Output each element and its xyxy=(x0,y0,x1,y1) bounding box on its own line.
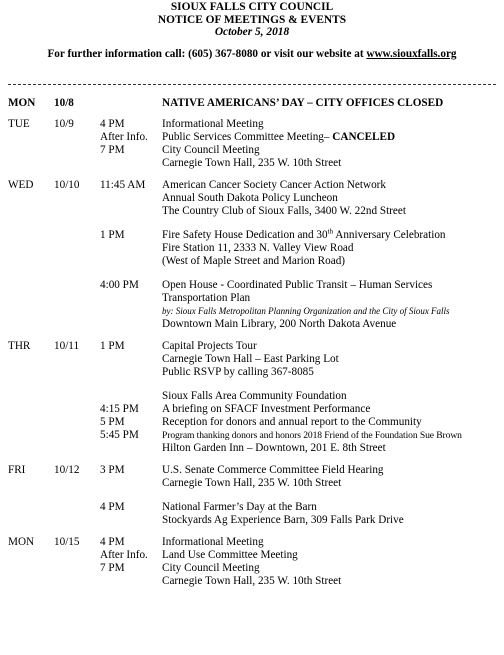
schedule-row xyxy=(8,255,498,268)
event-description: Informational Meeting xyxy=(162,118,264,130)
document-header xyxy=(0,0,504,39)
event-description: City Council Meeting xyxy=(162,144,260,156)
schedule-row xyxy=(8,575,498,588)
schedule-row xyxy=(8,442,498,455)
event-description: American Cancer Society Cancer Action Network xyxy=(162,179,386,191)
schedule-row xyxy=(8,305,498,318)
header-date: October 5, 2018 xyxy=(214,26,290,38)
contact-info-line xyxy=(0,48,504,61)
canceled-label: CANCELED xyxy=(332,131,396,143)
header-org-title: SIOUX FALLS CITY COUNCIL xyxy=(170,1,334,13)
time-cell: 4:15 PM xyxy=(100,403,139,415)
event-location: Fire Station 11, 2333 N. Valley View Road xyxy=(162,242,354,254)
day-cell: TUE xyxy=(8,118,30,130)
schedule-row xyxy=(8,366,498,379)
day-cell: FRI xyxy=(8,464,26,476)
time-cell: 4 PM xyxy=(100,501,125,513)
dashed-divider xyxy=(8,84,496,85)
website-link[interactable]: www.siouxfalls.org xyxy=(366,47,457,60)
event-description: Sioux Falls Area Community Foundation xyxy=(162,390,347,402)
day-cell: MON xyxy=(8,536,35,548)
header-notice-title: NOTICE OF MEETINGS & EVENTS xyxy=(157,13,347,26)
schedule-row xyxy=(8,144,498,157)
ordinal-suffix: th xyxy=(327,227,334,236)
event-rsvp: Public RSVP by calling 367-8085 xyxy=(162,366,314,378)
schedule-row xyxy=(8,390,498,403)
schedule-row xyxy=(8,205,498,218)
date-cell: 10/8 xyxy=(54,97,74,109)
date-cell: 10/9 xyxy=(54,118,74,130)
day-cell: WED xyxy=(8,179,34,191)
time-cell xyxy=(100,97,162,110)
time-cell: 5:45 PM xyxy=(100,429,139,441)
event-location: Carnegie Town Hall, 235 W. 10th Street xyxy=(162,157,342,169)
time-cell: 3 PM xyxy=(100,464,125,476)
schedule-row xyxy=(8,131,498,144)
event-description: Reception for donors and annual report to the Community xyxy=(162,416,422,428)
event-description xyxy=(162,131,498,144)
event-description: City Council Meeting xyxy=(162,562,260,574)
event-description: U.S. Senate Commerce Committee Field Hearing xyxy=(162,464,384,476)
schedule-row xyxy=(8,501,498,514)
schedule-row xyxy=(8,157,498,170)
schedule-row xyxy=(8,229,498,242)
event-location: Hilton Garden Inn – Downtown, 201 E. 8th Street xyxy=(162,442,386,454)
event-location: Downtown Main Library, 200 North Dakota Avenue xyxy=(162,318,397,330)
event-description: Annual South Dakota Policy Luncheon xyxy=(162,192,338,204)
schedule-row xyxy=(8,192,498,205)
event-location: The Country Club of Sioux Falls, 3400 W. 22nd Street xyxy=(162,205,406,217)
time-cell: After Info. xyxy=(100,549,148,561)
meetings-schedule xyxy=(8,97,498,588)
event-description xyxy=(162,229,498,242)
event-description: Transportation Plan xyxy=(162,292,251,304)
time-cell: 4:00 PM xyxy=(100,279,139,291)
date-cell: 10/11 xyxy=(54,340,80,352)
schedule-row xyxy=(8,242,498,255)
schedule-row xyxy=(8,340,498,353)
event-title: Public Services Committee Meeting– xyxy=(162,131,333,143)
event-description: A briefing on SFACF Investment Performance xyxy=(162,403,371,415)
schedule-row xyxy=(8,477,498,490)
event-location-note: (West of Maple Street and Marion Road) xyxy=(162,255,346,267)
schedule-row xyxy=(8,97,498,110)
time-cell: 7 PM xyxy=(100,144,125,156)
event-organizer: by: Sioux Falls Metropolitan Planning Organization and the City of Sioux Falls xyxy=(162,306,450,316)
event-description: Capital Projects Tour xyxy=(162,340,257,352)
schedule-row xyxy=(8,403,498,416)
contact-info-text: For further information call: (605) 367-8080 or visit our website at xyxy=(47,47,367,60)
schedule-row xyxy=(8,318,498,331)
schedule-row xyxy=(8,536,498,549)
schedule-row xyxy=(8,353,498,366)
time-cell: 1 PM xyxy=(100,229,125,241)
schedule-row xyxy=(8,464,498,477)
schedule-row xyxy=(8,118,498,131)
schedule-row xyxy=(8,292,498,305)
time-cell: 5 PM xyxy=(100,416,125,428)
time-cell: After Info. xyxy=(100,131,148,143)
schedule-row xyxy=(8,549,498,562)
date-cell: 10/15 xyxy=(54,536,80,548)
event-location: Carnegie Town Hall – East Parking Lot xyxy=(162,353,339,365)
event-location: Carnegie Town Hall, 235 W. 10th Street xyxy=(162,477,342,489)
schedule-row xyxy=(8,514,498,527)
schedule-row xyxy=(8,179,498,192)
day-cell: MON xyxy=(8,97,36,109)
schedule-row xyxy=(8,429,498,442)
event-location: Stockyards Ag Experience Barn, 309 Falls Park Drive xyxy=(162,514,404,526)
day-cell: THR xyxy=(8,340,31,352)
event-description: Open House - Coordinated Public Transit – Human Services xyxy=(162,279,433,291)
event-location: Carnegie Town Hall, 235 W. 10th Street xyxy=(162,575,342,587)
schedule-row xyxy=(8,279,498,292)
date-cell: 10/12 xyxy=(54,464,80,476)
date-cell: 10/10 xyxy=(54,179,80,191)
event-description: National Farmer’s Day at the Barn xyxy=(162,501,317,513)
time-cell: 4 PM xyxy=(100,536,125,548)
event-title-part: Fire Safety House Dedication and 30 xyxy=(162,229,328,241)
event-title-part: Anniversary Celebration xyxy=(333,229,446,241)
event-description: NATIVE AMERICANS’ DAY – CITY OFFICES CLOSED xyxy=(162,97,444,109)
time-cell: 1 PM xyxy=(100,340,125,352)
schedule-row xyxy=(8,416,498,429)
event-description: Program thanking donors and honors 2018 Friend of the Foundation Sue Brown xyxy=(162,430,462,441)
time-cell: 4 PM xyxy=(100,118,125,130)
schedule-row xyxy=(8,562,498,575)
time-cell: 7 PM xyxy=(100,562,125,574)
event-description: Land Use Committee Meeting xyxy=(162,549,298,561)
event-description: Informational Meeting xyxy=(162,536,264,548)
time-cell: 11:45 AM xyxy=(100,179,146,191)
